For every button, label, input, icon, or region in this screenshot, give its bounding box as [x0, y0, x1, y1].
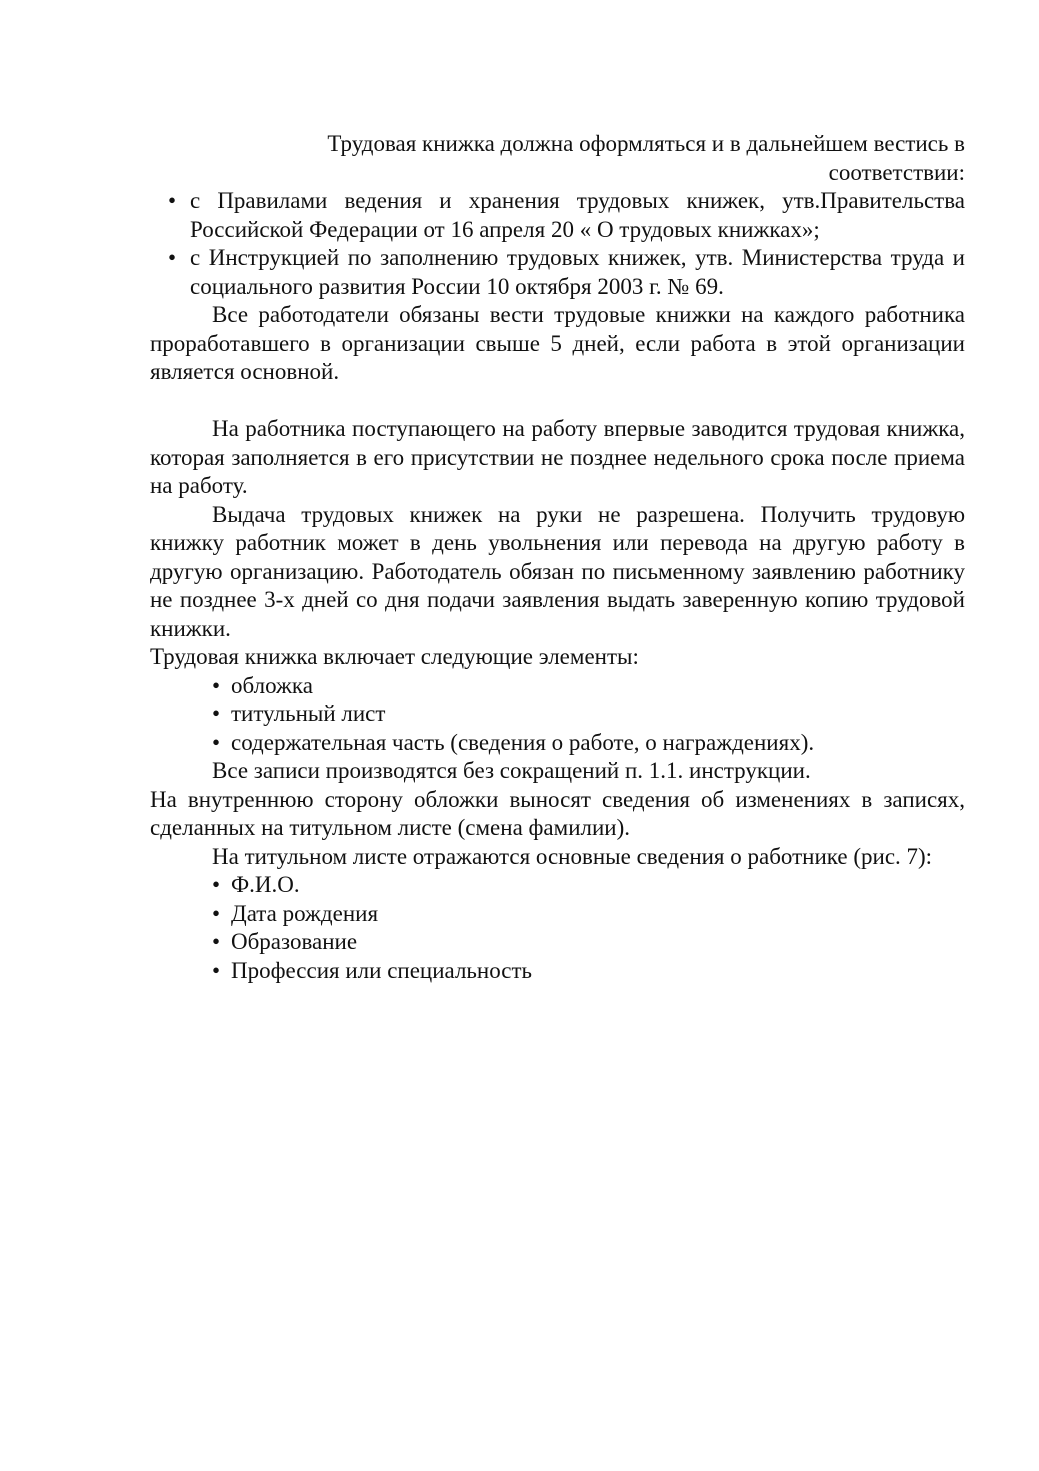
list-item: • с Правилами ведения и хранения трудовых книжек, утв.Правительства Российской Федерации от 16 апреля 20 « О трудовых книжках»; [150, 187, 965, 244]
list-item: • с Инструкцией по заполнению трудовых книжек, утв. Министерства труда и социального развития России 10 октября 2003 г. № 69. [150, 244, 965, 301]
list-item: • обложка [150, 672, 965, 701]
paragraph-new-worker: На работника поступающего на работу впервые заводится трудовая книжка, которая заполняется в его присутствии не позднее недельного срока после приема на работу. [150, 416, 965, 498]
paragraph-issue: Выдача трудовых книжек на руки не разрешена. Получить трудовую книжку работник может в день увольнения или перевода на другую работу в другую организацию. Работодатель обязан по письменному заявлению работнику не позднее 3-х дней со дня подачи заявления выдать заверенную копию трудовой книжки. [150, 501, 965, 641]
blank-line [150, 387, 965, 416]
elements-list [150, 672, 965, 758]
list-item: • Дата рождения [150, 900, 965, 929]
paragraph-cover: На внутреннюю сторону обложки выносят сведения об изменениях в записях, сделанных на титульном листе (смена фамилии). [150, 786, 965, 840]
paragraph-employers: Все работодатели обязаны вести трудовые книжки на каждого работника проработавшего в организации свыше 5 дней, если работа в этой организации является основной. [150, 302, 965, 384]
list-item: • содержательная часть (сведения о работе, о награждениях). [150, 729, 965, 758]
list-item: • титульный лист [150, 700, 965, 729]
document-body [150, 130, 965, 985]
list-item: • Ф.И.О. [150, 871, 965, 900]
rules-list [150, 187, 965, 301]
paragraph-no-abbreviations: Все записи производятся без сокращений п. 1.1. инструкции. [212, 758, 811, 783]
list-item: • Образование [150, 928, 965, 957]
title-page-list [150, 871, 965, 985]
paragraph-title-page: На титульном листе отражаются основные сведения о работнике (рис. 7): [212, 843, 933, 869]
intro-line-1: Трудовая книжка должна оформляться и в дальнейшем вестись в [327, 131, 965, 156]
elements-heading: Трудовая книжка включает следующие элементы: [150, 644, 639, 669]
list-item: • Профессия или специальность [150, 957, 965, 986]
intro-line-2: соответствии: [828, 159, 965, 185]
